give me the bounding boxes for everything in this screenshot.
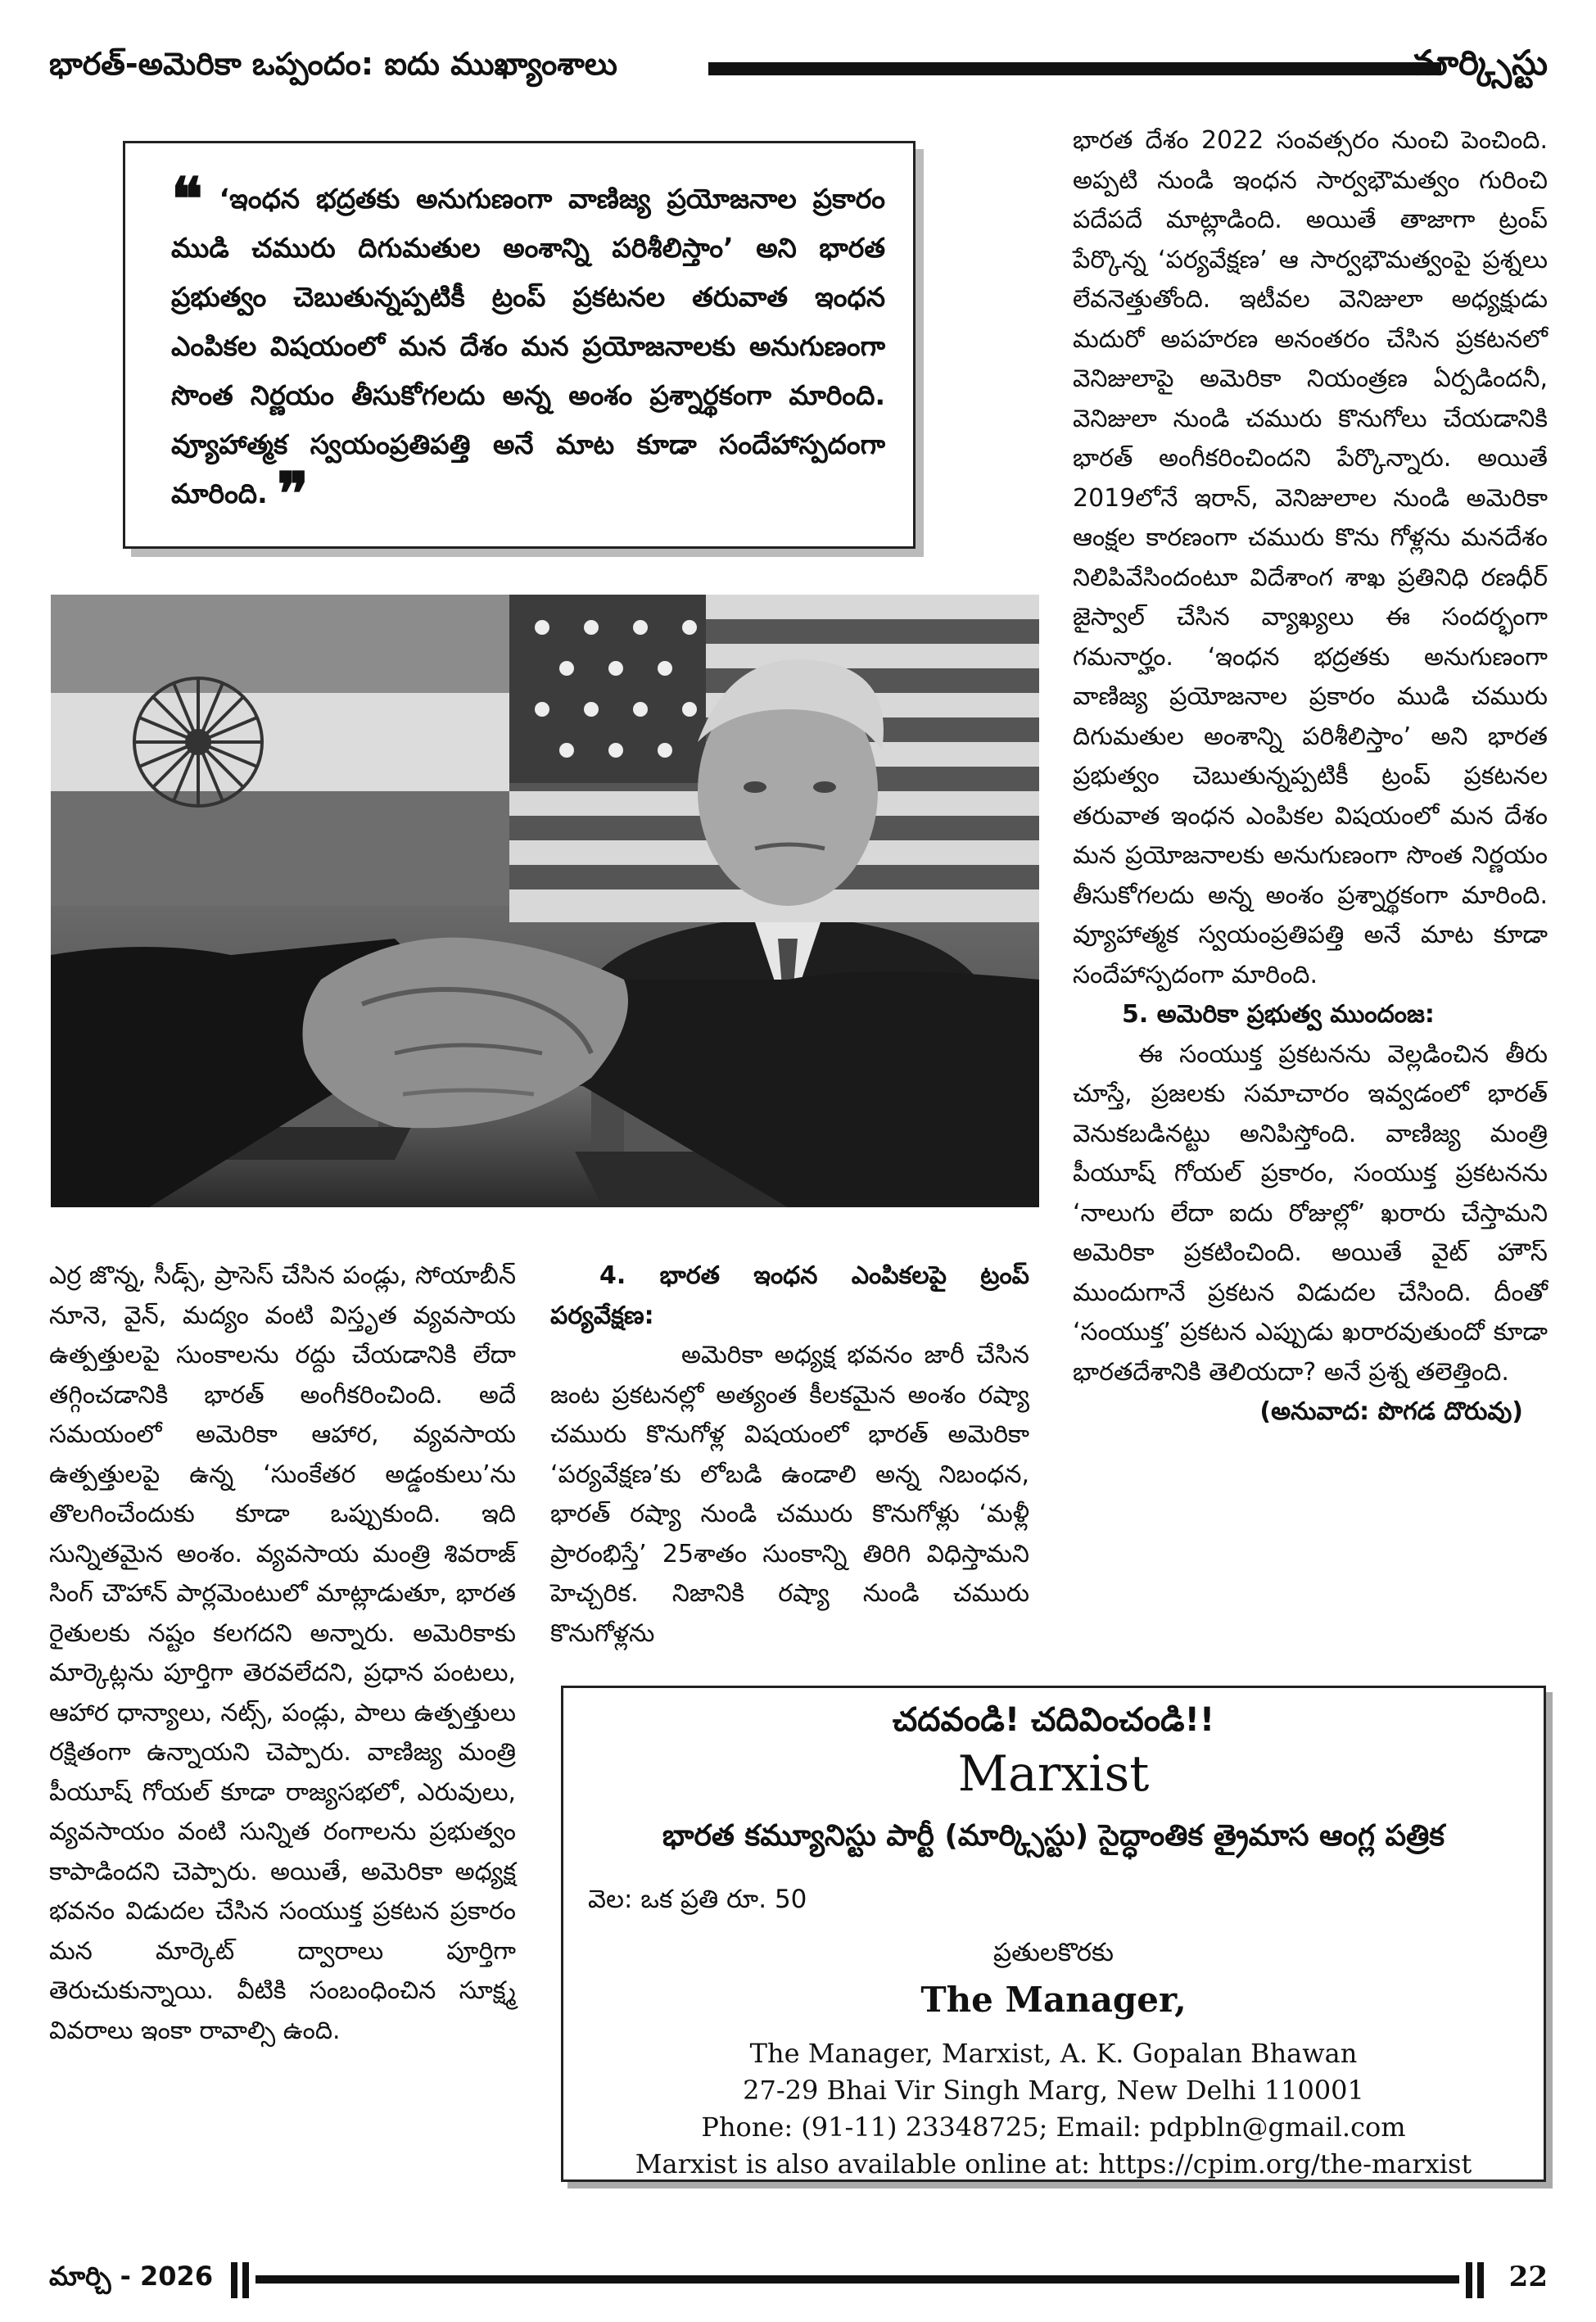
ad-manager: The Manager, (920, 1980, 1187, 2020)
page-number: 22 (1508, 2261, 1548, 2293)
footer-rule-cap (231, 2262, 237, 2298)
open-quote-icon: ❝ (171, 164, 203, 233)
footer-rule-cap (1477, 2262, 1484, 2298)
footer-rule-cap (1466, 2262, 1472, 2298)
pull-quote (171, 164, 885, 528)
close-quote-icon: ❞ (277, 459, 309, 528)
ad-copies-for: ప్రతులకొరకు (993, 1938, 1114, 1967)
ad-address-block (563, 2035, 1544, 2183)
footer-rule (255, 2275, 1459, 2284)
column-3 (1073, 121, 1548, 1433)
translator-credit: (అనువాద: పొగడ దొరువు) (1259, 1397, 1523, 1426)
ad-title: Marxist (957, 1745, 1150, 1803)
magazine-name: మార్క్సిస్టు (1411, 43, 1548, 83)
ad-contact: Phone: (91-11) 23348725; Email: pdpbln@gmail.com (701, 2112, 1406, 2143)
column-3-paragraph: భారత దేశం 2022 సంవత్సరం నుంచి పెంచింది. అప్పటి నుండి ఇంధన సార్వభౌమత్వం గురించి పదేపదే మాట్లాడింది. అయితే తాజాగా ట్రంప్ పేర్కొన్న ‘పర్యవేక్షణ’ ఆ సార్వభౌమత్వంపై ప్రశ్నలు లేవనెత్తుతోంది. ఇటీవల వెనిజులా అధ్యక్షుడు మదురో అపహరణ అనంతరం చేసిన ప్రకటనలో వెనిజులాపై అమెరికా నియంత్రణ ఏర్పడిందనీ, వెనిజులా నుండి చమురు కొనుగోలు చేయడానికి భారత్ అంగీకరించిందని పేర్కొన్నారు. అయితే 2019లోనే ఇరాన్, వెనిజులాల నుండి అమెరికా ఆంక్షల కారణంగా చమురు కొను గోళ్లను మనదేశం నిలిపివేసిందంటూ విదేశాంగ శాఖ ప్రతినిధి రణధీర్ జైస్వాల్ చేసిన వ్యాఖ్యలు ఈ సందర్భంగా గమనార్హం. ‘ఇంధన భద్రతకు అనుగుణంగా వాణిజ్య ప్రయోజనాల ప్రకారం ముడి చమురు దిగుమతుల అంశాన్ని పరిశీలిస్తాం’ అని భారత ప్రభుత్వం చెబుతున్నప్పటికీ ట్రంప్ ప్రకటనల తరువాత ఇంధన ఎంపికల విషయంలో మన దేశం మన ప్రయోజనాలకు అనుగుణంగా సొంత నిర్ణయం తీసుకోగలదు అన్న అంశం ప్రశ్నార్థకంగా మారింది. వ్యూహాత్మక స్వయంప్రతిపత్తి అనే మాట కూడా సందేహాస్పదంగా మారింది. (1073, 126, 1548, 989)
page-footer (49, 2261, 1548, 2302)
column-1 (49, 1256, 516, 2051)
ad-address-line: 27-29 Bhai Vir Singh Marg, New Delhi 110001 (743, 2075, 1364, 2106)
pull-quote-box (123, 141, 916, 549)
section-4-heading: 4. భారత ఇంధన ఎంపికలపై ట్రంప్ పర్యవేక్షణ: (550, 1261, 1029, 1330)
header-rule (708, 62, 1441, 75)
handshake-photo-illustration (51, 595, 1039, 1207)
ad-tagline: చదవండి! చదివించండి!! (892, 1701, 1215, 1739)
section-4-paragraph: అమెరికా అధ్యక్ష భవనం జారీ చేసిన జంట ప్రకటనల్లో అత్యంత కీలకమైన అంశం రష్యా చమురు కొనుగోళ్ల విషయంలో భారత్ అమెరికా ‘పర్యవేక్షణ’కు లోబడి ఉండాలి అన్న నిబంధన, భారత్ రష్యా నుండి చమురు కొనుగోళ్లు ‘మళ్లీ ప్రారంభిస్తే’ 25శాతం సుంకాన్ని తిరిగి విధిస్తామని హెచ్చరిక. నిజానికి రష్యా నుండి చమురు కొనుగోళ్లను (550, 1341, 1029, 1648)
ad-price: వెల: ఒక ప్రతి రూ. 50 (588, 1885, 807, 1914)
ad-subtitle: భారత కమ్యూనిస్టు పార్టీ (మార్క్సిస్టు) సైద్ధాంతిక త్రైమాస ఆంగ్ల పత్రిక (662, 1819, 1445, 1853)
marxist-subscription-ad (561, 1686, 1546, 2182)
issue-date: మార్చి - 2026 (49, 2261, 214, 2292)
article-photo (51, 595, 1039, 1207)
column-2 (550, 1256, 1029, 1654)
ad-address-line: The Manager, Marxist, A. K. Gopalan Bhawan (749, 2038, 1358, 2069)
running-title: భారత్-అమెరికా ఒప్పందం: ఐదు ముఖ్యాంశాలు (49, 46, 617, 82)
pull-quote-text: ‘ఇంధన భద్రతకు అనుగుణంగా వాణిజ్య ప్రయోజనాల ప్రకారం ముడి చమురు దిగుమతుల అంశాన్ని పరిశీలిస్తాం’ అని భారత ప్రభుత్వం చెబుతున్నప్పటికీ ట్రంప్ ప్రకటనల తరువాత ఇంధన ఎంపికల విషయంలో మన దేశం మన ప్రయోజనాలకు అనుగుణంగా సొంత నిర్ణయం తీసుకోగలదు అన్న అంశం ప్రశ్నార్థకంగా మారింది. వ్యూహాత్మక స్వయంప్రతిపత్తి అనే మాట కూడా సందేహాస్పదంగా మారింది. (171, 183, 885, 509)
page-header (49, 39, 1548, 97)
ad-online-link[interactable]: Marxist is also available online at: https://cpim.org/the-marxist (635, 2148, 1472, 2179)
footer-rule-cap (242, 2262, 249, 2298)
section-5-paragraph: ఈ సంయుక్త ప్రకటనను వెల్లడించిన తీరు చూస్తే, ప్రజలకు సమాచారం ఇవ్వడంలో భారత్ వెనుకబడినట్టు అనిపిస్తోంది. వాణిజ్య మంత్రి పీయూష్ గోయల్ ప్రకారం, సంయుక్త ప్రకటనను ‘నాలుగు లేదా ఐదు రోజుల్లో’ ఖరారు చేస్తామని అమెరికా ప్రకటించింది. అయితే వైట్ హౌస్ ముందుగానే ప్రకటన విడుదల చేసింది. దీంతో ‘సంయుక్త’ ప్రకటన ఎప్పుడు ఖరారవుతుందో కూడా భారతదేశానికి తెలియదా? అనే ప్రశ్న తలెత్తింది. (1073, 1039, 1548, 1387)
section-5-heading: 5. అమెరికా ప్రభుత్వ ముందంజ: (1122, 1000, 1435, 1029)
column-1-paragraph: ఎర్ర జొన్న, సీడ్స్, ప్రాసెస్ చేసిన పండ్లు, సోయాబీన్ నూనె, వైన్, మద్యం వంటి విస్తృత వ్యవసాయ ఉత్పత్తులపై సుంకాలను రద్దు చేయడానికి లేదా తగ్గించడానికి భారత్ అంగీకరించింది. అదే సమయంలో అమెరికా ఆహార, వ్యవసాయ ఉత్పత్తులపై ఉన్న ‘సుంకేతర అడ్డంకులు’ను తొలగించేందుకు కూడా ఒప్పుకుంది. ఇది సున్నితమైన అంశం. వ్యవసాయ మంత్రి శివరాజ్ సింగ్ చౌహాన్ పార్లమెంటులో మాట్లాడుతూ, భారత రైతులకు నష్టం కలగదని అన్నారు. అమెరికాకు మార్కెట్లను పూర్తిగా తెరవలేదని, ప్రధాన పంటలు, ఆహార ధాన్యాలు, నట్స్, పండ్లు, పాలు ఉత్పత్తులు రక్షితంగా ఉన్నాయని చెప్పారు. వాణిజ్య మంత్రి పీయూష్ గోయల్ కూడా రాజ్యసభలో, ఎరువులు, వ్యవసాయం వంటి సున్నిత రంగాలను ప్రభుత్వం కాపాడిందని చెప్పారు. అయితే, అమెరికా అధ్యక్ష భవనం విడుదల చేసిన సంయుక్త ప్రకటన ప్రకారం మన మార్కెట్ ద్వారాలు పూర్తిగా తెరుచుకున్నాయి. వీటికి సంబంధించిన సూక్ష్మ వివరాలు ఇంకా రావాల్సి ఉంది. (49, 1261, 516, 2045)
